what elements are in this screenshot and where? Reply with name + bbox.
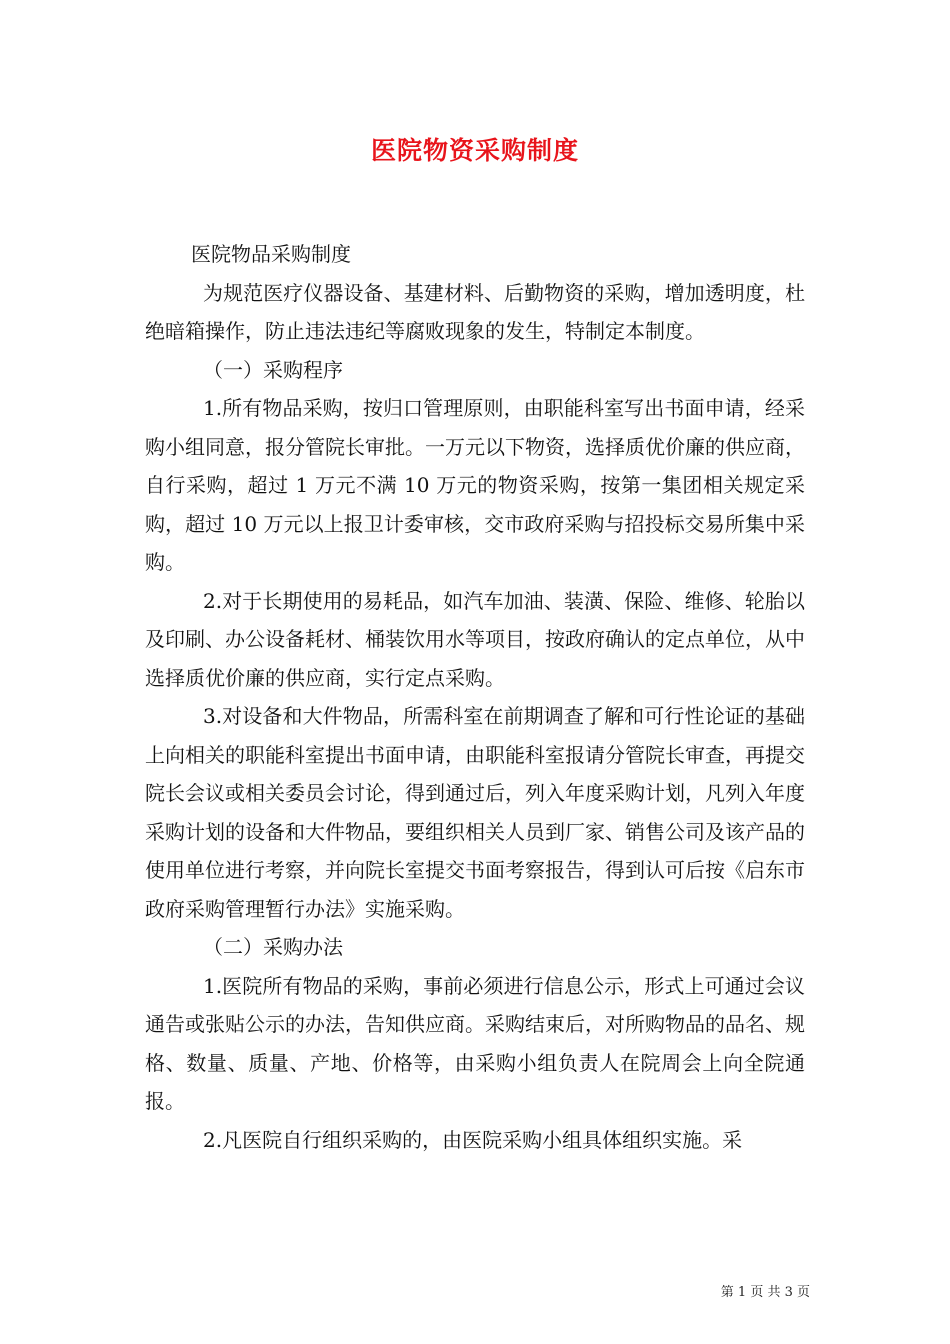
method-item-2: 2.凡医院自行组织采购的，由医院采购小组具体组织实施。采 [203, 1127, 743, 1152]
document-body [145, 235, 805, 1159]
intro-paragraph: 为规范医疗仪器设备、基建材料、后勤物资的采购，增加透明度，杜绝暗箱操作，防止违法违纪等腐败现象的发生，特制定本制度。 [145, 280, 805, 343]
section-heading-procedure: （一）采购程序 [203, 357, 343, 382]
page-number: 第 1 页 共 3 页 [720, 1285, 810, 1300]
procedure-item-2: 2.对于长期使用的易耗品，如汽车加油、装潢、保险、维修、轮胎以及印刷、办公设备耗材、桶装饮用水等项目，按政府确认的定点单位，从中选择质优价廉的供应商，实行定点采购。 [145, 588, 805, 690]
procedure-item-3: 3.对设备和大件物品，所需科室在前期调查了解和可行性论证的基础上向相关的职能科室提出书面申请，由职能科室报请分管院长审查，再提交院长会议或相关委员会讨论，得到通过后，列入年度采购计划，凡列入年度采购计划的设备和大件物品，要组织相关人员到厂家、销售公司及该产品的使用单位进行考察，并向院长室提交书面考察报告，得到认可后按《启东市政府采购管理暂行办法》实施采购。 [145, 704, 805, 921]
document-title: 医院物资采购制度 [370, 136, 579, 165]
procedure-item-1: 1.所有物品采购，按归口管理原则，由职能科室写出书面申请，经采购小组同意，报分管院长审批。一万元以下物资，选择质优价廉的供应商，自行采购，超过 1 万元不满 10 万元的物资采购，按第一集团相关规定采购，超过 10 万元以上报卫计委审核，交市政府采购与招投标交易所集中采购。 [145, 396, 805, 574]
section-heading-method: （二）采购办法 [203, 935, 343, 959]
document-subtitle: 医院物品采购制度 [191, 242, 351, 266]
method-item-1: 1.医院所有物品的采购，事前必须进行信息公示，形式上可通过会议通告或张贴公示的办法，告知供应商。采购结束后，对所购物品的品名、规格、数量、质量、产地、价格等，由采购小组负责人在院周会上向全院通报。 [145, 973, 805, 1113]
